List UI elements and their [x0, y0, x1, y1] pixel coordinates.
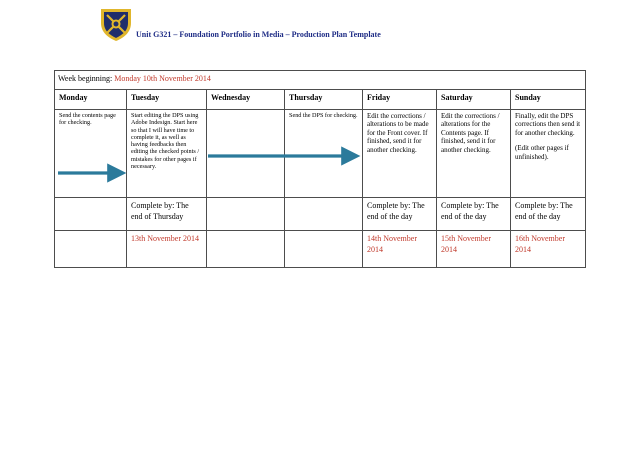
complete-by-sunday: Complete by: The end of the day	[511, 198, 586, 231]
task-friday: Edit the corrections / alterations to be made for the Front cover. If finished, send it for another checking.	[363, 110, 437, 198]
date-thursday	[285, 231, 363, 268]
task-sunday-main: Finally, edit the DPS corrections then send it for another checking.	[515, 112, 581, 137]
complete-by-wednesday	[207, 198, 285, 231]
document-header	[98, 6, 518, 46]
day-header-thursday: Thursday	[285, 90, 363, 110]
school-crest-icon	[98, 6, 134, 42]
week-row	[55, 71, 586, 90]
week-beginning-cell	[55, 71, 586, 90]
day-header-tuesday: Tuesday	[127, 90, 207, 110]
date-wednesday	[207, 231, 285, 268]
day-header-wednesday: Wednesday	[207, 90, 285, 110]
task-sunday-note: (Edit other pages if unfinished).	[515, 144, 569, 161]
task-monday: Send the contents page for checking.	[55, 110, 127, 198]
complete-by-thursday	[285, 198, 363, 231]
date-row	[55, 231, 586, 268]
task-saturday: Edit the corrections / alterations for the Contents page. If finished, send it for another checking.	[437, 110, 511, 198]
complete-by-saturday: Complete by: The end of the day	[437, 198, 511, 231]
week-label: Week beginning:	[58, 74, 113, 83]
production-plan-table	[54, 70, 586, 268]
task-thursday: Send the DPS for checking.	[285, 110, 363, 198]
task-wednesday	[207, 110, 285, 198]
day-header-row	[55, 90, 586, 110]
date-friday: 14th November 2014	[363, 231, 437, 268]
document-title: Unit G321 – Foundation Portfolio in Media – Production Plan Template	[136, 30, 381, 39]
task-tuesday: Start editing the DPS using Adobe Indesign. Start here so that I will have time to complete it, as well as having feedbacks then editing the checked points / mistakes for other pages if necessary.	[127, 110, 207, 198]
task-row	[55, 110, 586, 198]
complete-by-tuesday: Complete by: The end of Thursday	[127, 198, 207, 231]
complete-by-monday	[55, 198, 127, 231]
week-value: Monday 10th November 2014	[114, 74, 211, 83]
day-header-monday: Monday	[55, 90, 127, 110]
date-sunday: 16th November 2014	[511, 231, 586, 268]
complete-by-row	[55, 198, 586, 231]
day-header-saturday: Saturday	[437, 90, 511, 110]
complete-by-friday: Complete by: The end of the day	[363, 198, 437, 231]
day-header-friday: Friday	[363, 90, 437, 110]
day-header-sunday: Sunday	[511, 90, 586, 110]
task-sunday	[511, 110, 586, 198]
date-tuesday: 13th November 2014	[127, 231, 207, 268]
date-monday	[55, 231, 127, 268]
date-saturday: 15th November 2014	[437, 231, 511, 268]
